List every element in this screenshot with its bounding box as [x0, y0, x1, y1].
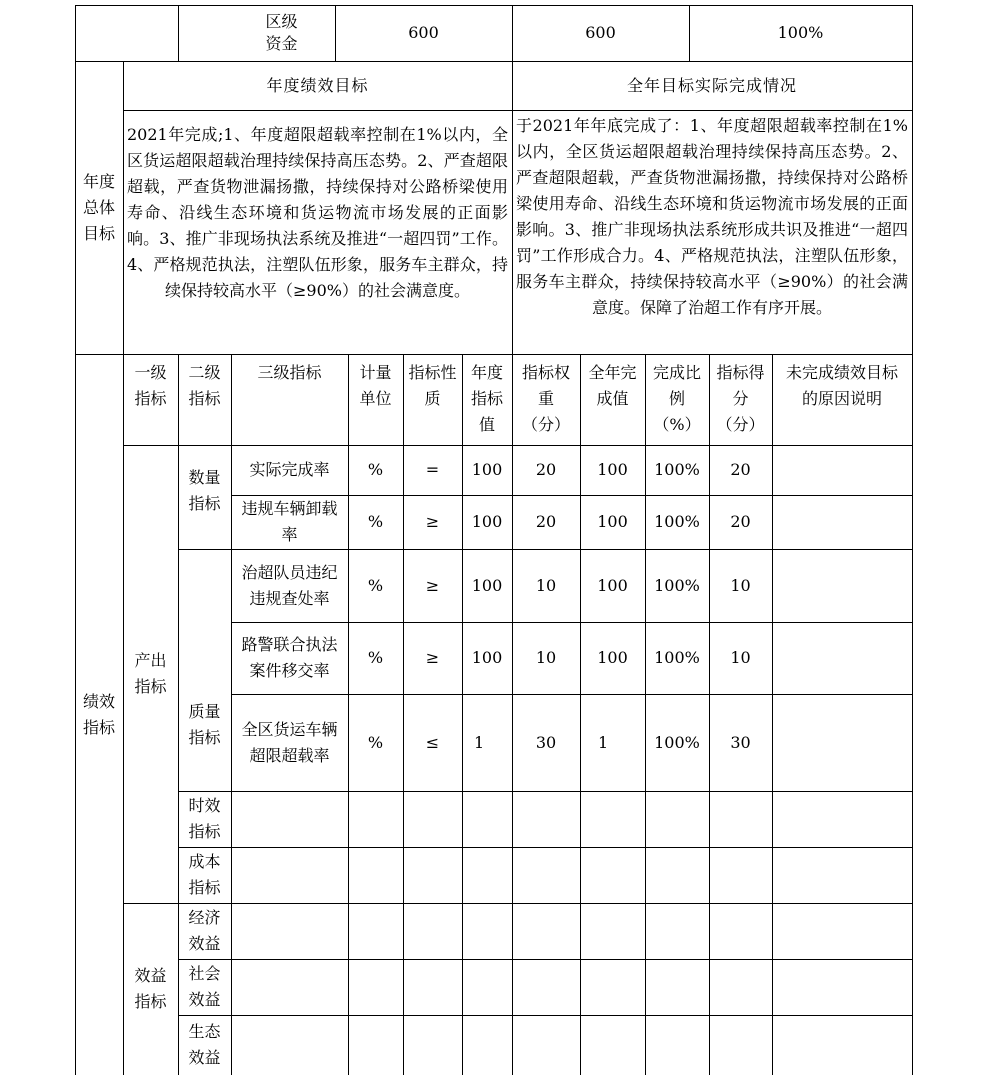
table-row-5-reason: [772, 694, 912, 791]
level2-indicator-7: 生态 效益: [188, 1022, 221, 1067]
table-row-5-score: 30: [730, 732, 751, 752]
annual-goal-right-text: 于2021年年底完成了：1、年度超限超载率控制在1%以内，全区货运超限超载治理持续保持高压态势。2、严查超限超载，严查货物泄漏扬撒，持续保持对公路桥梁使用寿命、沿线生态环境和货运物流市场发展的正面影响。3、推广非现场执法系统形成共识及推进“一超四罚”工作形成合力。4、严格规范执法，注塑队伍形象，服务车主群众，持续保持较高水平（≥90%）的社会满意度。保障了治超工作有序开展。: [516, 116, 908, 317]
table-row-2-nature: ≥: [425, 512, 440, 531]
table-row-3-name: 治超队员违纪 违规查处率: [241, 562, 338, 608]
table-row-2-reason: [772, 495, 912, 549]
table-rule: [512, 354, 513, 1075]
table-row-1-name: 实际完成率: [249, 460, 330, 479]
table-row-3-actual: 100: [597, 575, 628, 595]
level1-output-indicator: 产出 指标: [134, 651, 167, 696]
table-rule: [123, 445, 913, 446]
table-row-5-name: 全区货运车辆 超限超载率: [241, 719, 338, 765]
table-rule: [231, 622, 913, 623]
table-row-2-weight: 20: [535, 512, 557, 531]
table-row-5-actual: 1: [598, 732, 609, 752]
table-rule: [178, 354, 179, 1075]
table-row-4-nature: ≥: [425, 648, 440, 667]
table-rule: [178, 959, 913, 960]
table-rule: [580, 354, 581, 1075]
table-row-4-reason: [772, 622, 912, 694]
table-top-border: [75, 5, 913, 6]
indicator-header-9: 完成比 例 （%）: [652, 363, 701, 434]
annual-goal-left-text: 2021年完成;1、年度超限超载率控制在1%以内，全区货运超限超载治理持续保持高压态势。2、严查超限超载，严查货物泄漏扬撒，持续保持对公路桥梁使用寿命、沿线生态环境和货运物流市场发展的正面影响。3、推广非现场执法系统及推进“一超四罚”工作。4、严格规范执法，注塑队伍形象，服务车主群众，持续保持较高水平（≥90%）的社会满意度。: [127, 125, 508, 300]
table-row-4-target: 100: [471, 648, 503, 667]
indicator-header-10: 指标得 分 （分）: [716, 363, 765, 434]
table-row-2-actual: 100: [597, 512, 628, 531]
table-row-4-name: 路警联合执法 案件移交率: [241, 635, 338, 680]
table-rule: [348, 354, 349, 1075]
table-row-5-nature: ≤: [425, 732, 440, 752]
table-row-5-target: 1: [474, 732, 485, 752]
table-row-1-weight: 20: [535, 460, 557, 479]
table-row-4-score: 10: [730, 648, 751, 667]
funding-annual-budget: 600: [408, 23, 439, 42]
funding-label: 区级 资金: [265, 12, 298, 53]
table-rule: [75, 354, 913, 355]
level2-indicator-2: 质量 指标: [188, 702, 221, 747]
table-row-3-score: 10: [730, 575, 751, 595]
table-row-3-nature: ≥: [425, 575, 440, 595]
indicator-header-1: 一级 指标: [134, 363, 167, 408]
indicator-header-2: 二级 指标: [188, 363, 221, 408]
level1-benefit-indicator: 效益 指标: [134, 966, 167, 1011]
table-rule: [462, 354, 463, 1075]
table-row-2-target: 100: [471, 512, 503, 531]
table-rule: [178, 1015, 913, 1016]
table-row-2-unit: %: [367, 512, 384, 531]
table-row-3-unit: %: [367, 575, 384, 595]
table-rule: [178, 791, 913, 792]
indicators-section-label: 绩效 指标: [82, 691, 115, 737]
indicator-header-7: 指标权 重 （分）: [521, 363, 570, 434]
table-row-1-reason: [772, 445, 912, 495]
annual-goal-section-label: 年度 总体 目标: [82, 171, 115, 243]
table-row-4-weight: 10: [535, 648, 557, 667]
table-row-1-score: 20: [730, 460, 751, 479]
table-row-5-weight: 30: [535, 732, 557, 752]
table-row-2-score: 20: [730, 512, 751, 531]
table-rule: [772, 354, 773, 1075]
table-rule: [123, 61, 124, 1075]
table-rule: [178, 5, 179, 61]
table-rule: [709, 354, 710, 1075]
table-row-1-target: 100: [471, 460, 503, 479]
indicator-header-11: 未完成绩效目标 的原因说明: [785, 363, 898, 408]
table-rule: [231, 694, 913, 695]
indicator-header-4: 计量 单位: [359, 363, 392, 408]
funding-execution-rate: 100%: [777, 23, 824, 42]
table-rule: [123, 903, 913, 904]
table-row-1-ratio: 100%: [654, 460, 700, 479]
indicator-header-6: 年度 指标 值: [470, 363, 503, 434]
annual-goal-right-header: 全年目标实际完成情况: [626, 75, 797, 95]
annual-goal-left-header: 年度绩效目标: [266, 75, 369, 95]
table-row-4-unit: %: [367, 648, 384, 667]
table-row-1-nature: =: [425, 460, 440, 479]
table-row-3-target: 100: [471, 575, 503, 595]
indicator-header-3: 三级指标: [257, 363, 322, 382]
level2-indicator-3: 时效 指标: [188, 796, 221, 841]
table-row-3-reason: [772, 549, 912, 622]
table-rule: [231, 495, 913, 496]
table-right-border: [912, 5, 913, 1075]
table-rule: [178, 549, 913, 550]
table-rule: [512, 5, 513, 354]
level2-indicator-5: 经济 效益: [188, 908, 221, 953]
table-left-border: [75, 5, 76, 1075]
level2-indicator-4: 成本 指标: [188, 852, 221, 897]
table-row-2-ratio: 100%: [654, 512, 700, 531]
table-rule: [178, 847, 913, 848]
table-rule: [123, 110, 913, 111]
indicator-header-8: 全年完 成值: [588, 363, 637, 408]
indicator-header-5: 指标性 质: [408, 363, 457, 408]
table-rule: [689, 5, 690, 61]
table-rule: [231, 354, 232, 1075]
table-rule: [403, 354, 404, 1075]
table-rule: [75, 61, 913, 62]
table-row-1-actual: 100: [597, 460, 628, 479]
table-row-3-weight: 10: [535, 575, 557, 595]
table-row-5-ratio: 100%: [654, 732, 700, 752]
table-row-1-unit: %: [367, 460, 384, 479]
table-row-2-name: 违规车辆卸载 率: [241, 499, 338, 544]
table-row-4-ratio: 100%: [654, 648, 700, 667]
funding-executed: 600: [585, 23, 616, 42]
level2-indicator-1: 数量 指标: [188, 468, 221, 513]
level2-indicator-6: 社会 效益: [188, 964, 221, 1009]
table-rule: [335, 5, 336, 61]
table-rule: [645, 354, 646, 1075]
table-row-4-actual: 100: [597, 648, 628, 667]
table-row-3-ratio: 100%: [654, 575, 700, 595]
table-row-5-unit: %: [367, 732, 384, 752]
